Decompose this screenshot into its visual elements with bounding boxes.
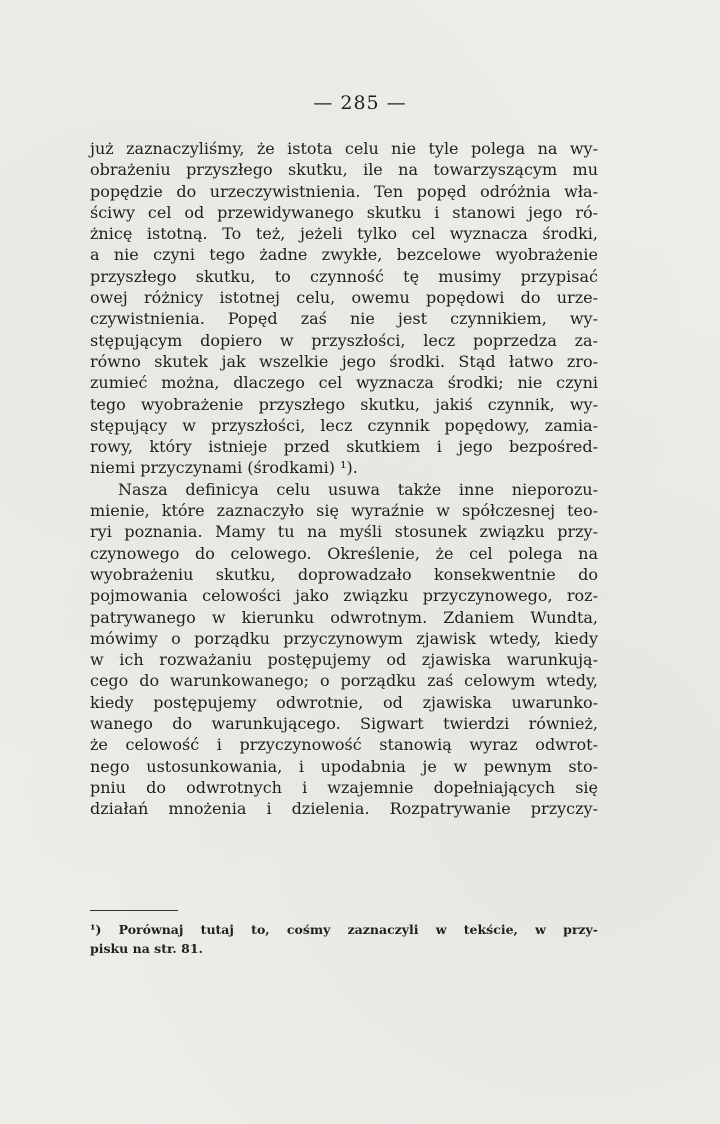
text-line: pojmowania celowości jako związku przyczynowego, roz-: [90, 586, 598, 606]
text-line: tego wyobrażenie przyszłego skutku, jakiś czynnik, wy-: [90, 394, 598, 414]
paragraph-2: [90, 479, 598, 820]
text-line: rowy, który istnieje przed skutkiem i jego bezpośred-: [90, 437, 598, 457]
text-line: stępującym dopiero w przyszłości, lecz poprzedza za-: [90, 330, 598, 350]
text-line: ściwy cel od przewidywanego skutku i stanowi jego ró-: [90, 202, 598, 222]
text-line: ryi poznania. Mamy tu na myśli stosunek związku przy-: [90, 522, 598, 542]
text-line: wyobrażeniu skutku, doprowadzało konsekwentnie do: [90, 564, 598, 584]
page-number: — 285 —: [313, 92, 407, 114]
text-line: nego ustosunkowania, i upodabnia je w pewnym sto-: [90, 756, 598, 776]
text-line: kiedy postępujemy odwrotnie, od zjawiska uwarunko-: [90, 692, 598, 712]
text-line: wanego do warunkującego. Sigwart twierdzi również,: [90, 714, 598, 734]
text-line: stępujący w przyszłości, lecz czynnik popędowy, zamia-: [90, 415, 598, 435]
footnote-divider: [90, 910, 178, 911]
text-line: a nie czyni tego żadne zwykłe, bezcelowe wyobrażenie: [90, 245, 598, 265]
footnote-line: ¹) Porównaj tutaj to, cośmy zaznaczyli w tekście, w przy-: [90, 922, 598, 937]
text-line: żnicę istotną. To też, jeżeli tylko cel wyznacza środki,: [90, 224, 598, 244]
text-line: mówimy o porządku przyczynowym zjawisk wtedy, kiedy: [90, 628, 598, 648]
text-line: że celowość i przyczynowość stanowią wyraz odwrot-: [90, 735, 598, 755]
text-line: patrywanego w kierunku odwrotnym. Zdaniem Wundta,: [90, 607, 598, 627]
text-line: działań mnożenia i dzielenia. Rozpatrywanie przyczy-: [90, 799, 598, 819]
text-line: w ich rozważaniu postępujemy od zjawiska warunkują-: [90, 650, 598, 670]
text-line: przyszłego skutku, to czynność tę musimy przypisać: [90, 266, 598, 286]
body-text: [90, 138, 598, 820]
text-line: czynowego do celowego. Określenie, że cel polega na: [90, 543, 598, 563]
footnote: [90, 920, 598, 958]
paragraph-1: [90, 138, 598, 479]
footnote-line: pisku na str. 81.: [90, 941, 203, 956]
text-line: równo skutek jak wszelkie jego środki. Stąd łatwo zro-: [90, 351, 598, 371]
text-line: pniu do odwrotnych i wzajemnie dopełniających się: [90, 777, 598, 797]
text-line: obrażeniu przyszłego skutku, ile na towarzyszącym mu: [90, 160, 598, 180]
text-line: mienie, które zaznaczyło się wyraźnie w spółczesnej teo-: [90, 501, 598, 521]
text-line: zumieć można, dlaczego cel wyznacza środki; nie czyni: [90, 373, 598, 393]
text-line: popędzie do urzeczywistnienia. Ten popęd odróżnia wła-: [90, 181, 598, 201]
text-line: niemi przyczynami (środkami) ¹).: [90, 458, 358, 478]
text-line: cego do warunkowanego; o porządku zaś celowym wtedy,: [90, 671, 598, 691]
text-line: Nasza definicya celu usuwa także inne nieporozu-: [118, 479, 598, 499]
text-line: już zaznaczyliśmy, że istota celu nie tyle polega na wy-: [90, 139, 598, 158]
text-line: owej różnicy istotnej celu, owemu popędowi do urze-: [90, 288, 598, 308]
text-line: czywistnienia. Popęd zaś nie jest czynnikiem, wy-: [90, 309, 598, 329]
